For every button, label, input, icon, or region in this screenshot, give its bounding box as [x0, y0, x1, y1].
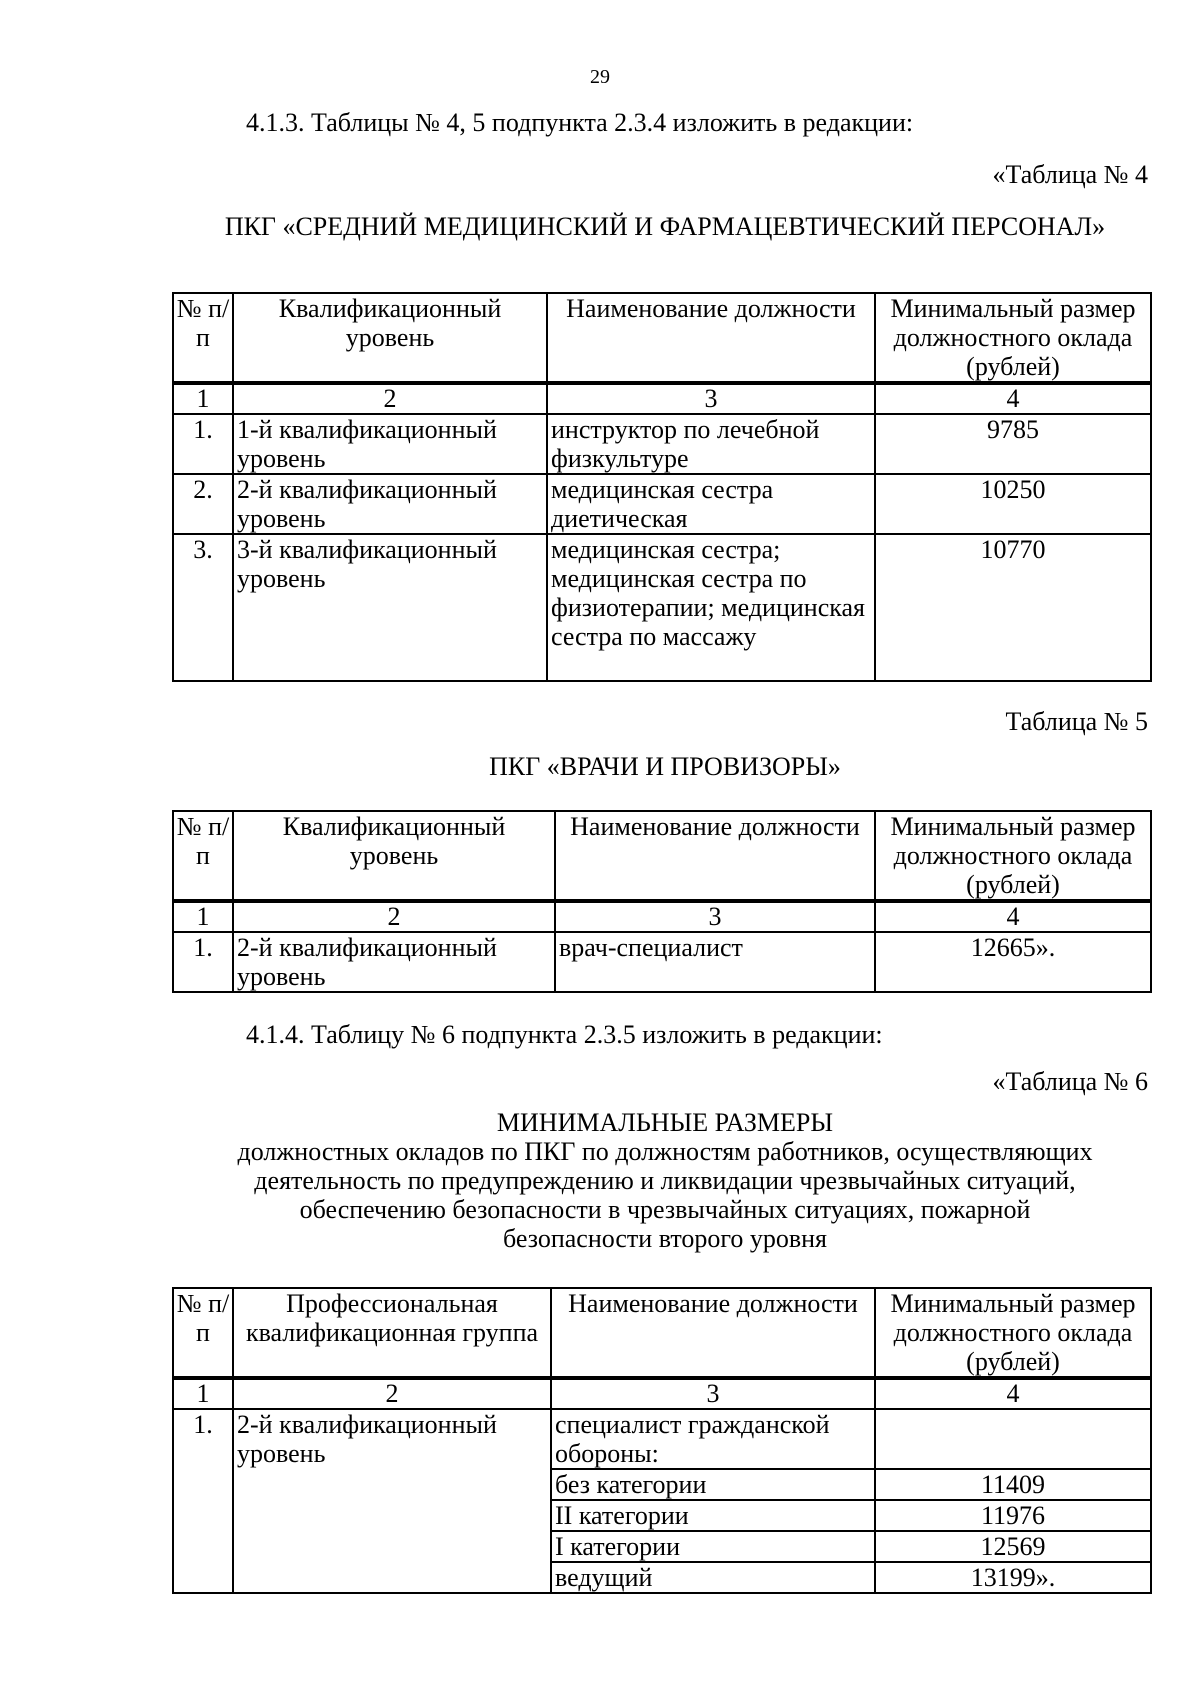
salary-value: 11409 [875, 1469, 1151, 1500]
row-number: 1. [173, 932, 233, 992]
row-number: 2. [173, 474, 233, 534]
table-4-label: «Таблица № 4 [992, 160, 1148, 189]
table-row [173, 1409, 1151, 1469]
table-6-title: МИНИМАЛЬНЫЕ РАЗМЕРЫ [496, 1108, 834, 1137]
column-header-number: № п/п [173, 811, 233, 901]
row-number: 1. [173, 1409, 233, 1593]
position-name: ведущий [551, 1562, 875, 1593]
column-number: 4 [875, 1378, 1151, 1409]
row-number: 3. [173, 534, 233, 681]
column-header-salary: Минимальный размер должностного оклада (рублей) [875, 811, 1151, 901]
position-name: без категории [551, 1469, 875, 1500]
column-header-position: Наименование должности [547, 293, 875, 383]
table-row [173, 932, 1151, 992]
row-number: 1. [173, 414, 233, 474]
column-number: 4 [875, 383, 1151, 414]
salary-value: 12665». [875, 932, 1151, 992]
table-4 [172, 292, 1152, 682]
table-5-label: Таблица № 5 [1005, 707, 1148, 736]
position-name: I категории [551, 1531, 875, 1562]
table-row [173, 474, 1151, 534]
column-number-row [173, 383, 1151, 414]
salary-value: 13199». [875, 1562, 1151, 1593]
position-name: специалист гражданской обороны: [551, 1409, 875, 1469]
table-6 [172, 1287, 1152, 1594]
qualification-level: 3-й квалификационный уровень [233, 534, 547, 681]
qualification-level: 2-й квалификационный уровень [233, 932, 555, 992]
table-6-subtitle: должностных окладов по ПКГ по должностям работников, осуществляющих деятельность по предупреждению и ликвидации чрезвычайных ситуаций, обеспечению безопасности в чрезвычайных ситуациях, пожарной безопасности второго уровня [237, 1137, 1093, 1253]
column-header-level: Квалификационный уровень [233, 811, 555, 901]
column-number: 3 [547, 383, 875, 414]
column-number: 2 [233, 901, 555, 932]
column-number: 2 [233, 383, 547, 414]
column-header-position: Наименование должности [555, 811, 875, 901]
qualification-level: 1-й квалификационный уровень [233, 414, 547, 474]
position-name: медицинская сестра; медицинская сестра по физиотерапии; медицинская сестра по массажу [547, 534, 875, 681]
table-row [173, 414, 1151, 474]
column-number-row [173, 1378, 1151, 1409]
column-number: 1 [173, 383, 233, 414]
table-6-label: «Таблица № 6 [992, 1067, 1148, 1096]
column-number: 4 [875, 901, 1151, 932]
column-number: 2 [233, 1378, 551, 1409]
table-header-row [173, 1288, 1151, 1378]
column-number: 1 [173, 1378, 233, 1409]
qualification-level: 2-й квалификационный уровень [233, 474, 547, 534]
page-number: 29 [590, 66, 610, 88]
table-header-row [173, 293, 1151, 383]
column-header-number: № п/п [173, 293, 233, 383]
column-number: 1 [173, 901, 233, 932]
table-5 [172, 810, 1152, 993]
column-header-salary: Минимальный размер должностного оклада (рублей) [875, 1288, 1151, 1378]
table-4-heading: ПКГ «СРЕДНИЙ МЕДИЦИНСКИЙ И ФАРМАЦЕВТИЧЕСКИЙ ПЕРСОНАЛ» [224, 212, 1106, 241]
position-name: II категории [551, 1500, 875, 1531]
column-number-row [173, 901, 1151, 932]
salary-value: 12569 [875, 1531, 1151, 1562]
salary-value [875, 1409, 1151, 1469]
column-number: 3 [551, 1378, 875, 1409]
position-name: медицинская сестра диетическая [547, 474, 875, 534]
salary-value: 9785 [875, 414, 1151, 474]
position-name: инструктор по лечебной физкультуре [547, 414, 875, 474]
table-row [173, 534, 1151, 681]
instruction-4-1-4: 4.1.4. Таблицу № 6 подпункта 2.3.5 изложить в редакции: [246, 1020, 883, 1049]
column-header-group: Профессиональная квалификационная группа [233, 1288, 551, 1378]
salary-value: 10250 [875, 474, 1151, 534]
table-5-heading: ПКГ «ВРАЧИ И ПРОВИЗОРЫ» [489, 752, 841, 781]
position-name: врач-специалист [555, 932, 875, 992]
salary-value: 10770 [875, 534, 1151, 681]
column-header-position: Наименование должности [551, 1288, 875, 1378]
column-header-number: № п/п [173, 1288, 233, 1378]
qualification-level: 2-й квалификационный уровень [233, 1409, 551, 1593]
column-number: 3 [555, 901, 875, 932]
table-header-row [173, 811, 1151, 901]
salary-value: 11976 [875, 1500, 1151, 1531]
column-header-level: Квалификационный уровень [233, 293, 547, 383]
instruction-4-1-3: 4.1.3. Таблицы № 4, 5 подпункта 2.3.4 изложить в редакции: [246, 108, 914, 137]
column-header-salary: Минимальный размер должностного оклада (рублей) [875, 293, 1151, 383]
